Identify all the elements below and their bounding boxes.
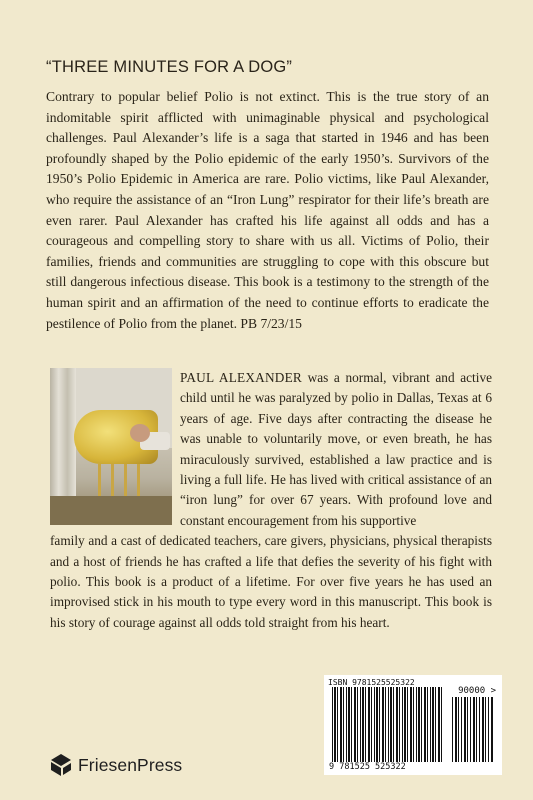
publisher-name: FriesenPress	[78, 754, 183, 775]
author-bio-text: was a normal, vibrant and active child until he was paralyzed by polio in Dallas, Texas at 6 years of age. Five days after contracting the disease he was unable to voluntarily move, or even breath, he has miraculously survived, established a law practice and is living a full life. He has lived with critical assistance of an “iron lung” for over 67 years. With profound love and constant encouragement from his supportive	[180, 370, 492, 528]
author-bio	[50, 368, 492, 633]
author-bio-text-continued: family and a cast of dedicated teachers, care givers, physicians, physical therapists and a host of friends he has crafted a life that defies the severity of his fight with polio. This book is a product of a lifetime. For over five years he has used an improvised stick in his mouth to type every word in this manuscript. This book is his story of courage against all odds told straight from his heart.	[50, 533, 492, 630]
book-blurb: Contrary to popular belief Polio is not extinct. This is the true story of an indomitable spirit afflicted with unimaginable physical and psychological challenges. Paul Alexander’s life is a saga that started in 1946 and has been profoundly shaped by the Polio epidemic of the early 1950’s. Survivors of the 1950’s Polio Epidemic in America are rare. Polio victims, like Paul Alexander, who require the assistance of an “Iron Lung” respirator for their life’s breath are even rarer. Paul Alexander has crafted his life against all odds and has a courageous and compelling story to share with us all. Victims of Polio, their families, friends and communities are struggling to cope with this obscure but still dangerous infectious disease. This book is a testimony to the strength of the human spirit and an affirmation of the need to continue efforts to eradicate the pestilence of Polio from the planet. PB 7/23/15	[46, 89, 489, 331]
barcode-addon-bars	[452, 697, 494, 762]
publisher-logo	[50, 752, 190, 778]
book-title: “THREE MINUTES FOR A DOG”	[46, 58, 293, 76]
barcode-bars	[332, 687, 444, 762]
isbn-digits: 9 781525 525322	[329, 762, 406, 772]
author-name: PAUL ALEXANDER	[180, 370, 302, 385]
author-photo	[50, 368, 172, 525]
friesenpress-logo-icon	[50, 753, 72, 777]
isbn-label: ISBN 9781525525322	[328, 678, 415, 687]
barcode	[324, 675, 502, 775]
price-code: 90000 >	[458, 686, 496, 696]
